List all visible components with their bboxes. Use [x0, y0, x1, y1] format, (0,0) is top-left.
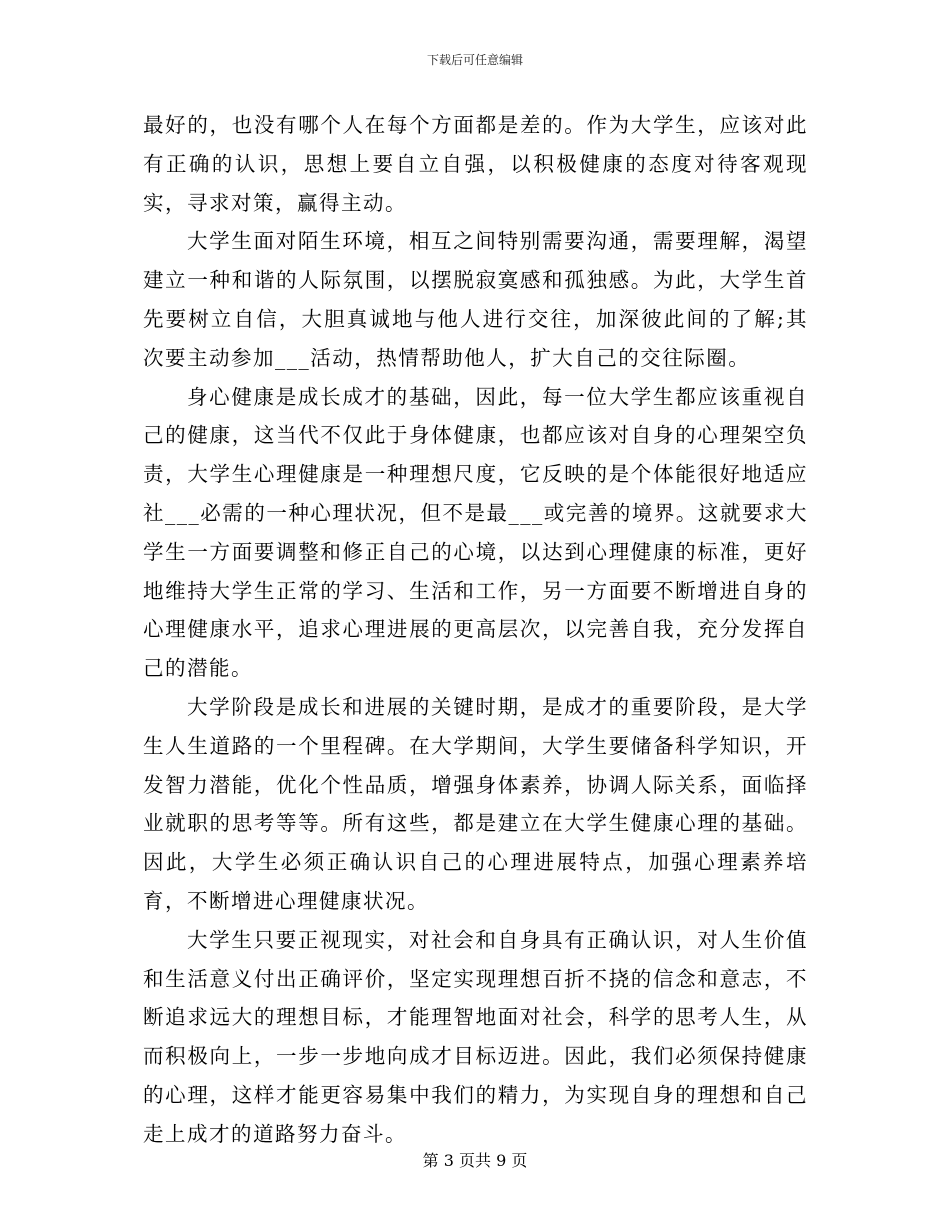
- document-body: [143, 106, 808, 1154]
- page-header: 下载后可任意编辑: [426, 53, 523, 67]
- paragraph-conclusion: 大学生只要正视现实，对社会和自身具有正确认识，对人生价值和生活意义付出正确评价，坚定实现理想百折不挠的信念和意志，不断追求远大的理想目标，才能理智地面对社会，科学的思考人生，从而积极向上，一步一步地向成才目标迈进。因此，我们必须保持健康的心理，这样才能更容易集中我们的精力，为实现自身的理想和自己走上成才的道路努力奋斗。: [143, 927, 808, 1146]
- paragraph-university-stage: 大学阶段是成长和进展的关键时期，是成才的重要阶段，是大学生人生道路的一个里程碑。在大学期间，大学生要储备科学知识，开发智力潜能，优化个性品质，增强身体素养，协调人际关系，面临择业就职的思考等等。所有这些，都是建立在大学生健康心理的基础。因此，大学生必须正确认识自己的心理进展特点，加强心理素养培育，不断增进心理健康状况。: [143, 694, 808, 913]
- paragraph-interpersonal: 大学生面对陌生环境，相互之间特别需要沟通，需要理解，渴望建立一种和谐的人际氛围，以摆脱寂寞感和孤独感。为此，大学生首先要树立自信，大胆真诚地与他人进行交往，加深彼此间的了解;其次要主动参加___活动，热情帮助他人，扩大自己的交往际圈。: [143, 229, 808, 370]
- paragraph-mental-health: 身心健康是成长成才的基础，因此，每一位大学生都应该重视自己的健康，这当代不仅此于身体健康，也都应该对自身的心理架空负责，大学生心理健康是一种理想尺度，它反映的是个体能很好地适应社___必需的一种心理状况，但不是最___或完善的境界。这就要求大学生一方面要调整和修正自己的心境，以达到心理健康的标准，更好地维持大学生正常的学习、生活和工作，另一方面要不断增进自身的心理健康水平，追求心理进展的更高层次，以完善自我，充分发挥自己的潜能。: [143, 384, 808, 681]
- page-number: 第 3 页共 9 页: [422, 1151, 528, 1170]
- paragraph-continuation: 最好的，也没有哪个人在每个方面都是差的。作为大学生，应该对此有正确的认识，思想上要自立自强，以积极健康的态度对待客观现实，寻求对策，赢得主动。: [143, 113, 808, 215]
